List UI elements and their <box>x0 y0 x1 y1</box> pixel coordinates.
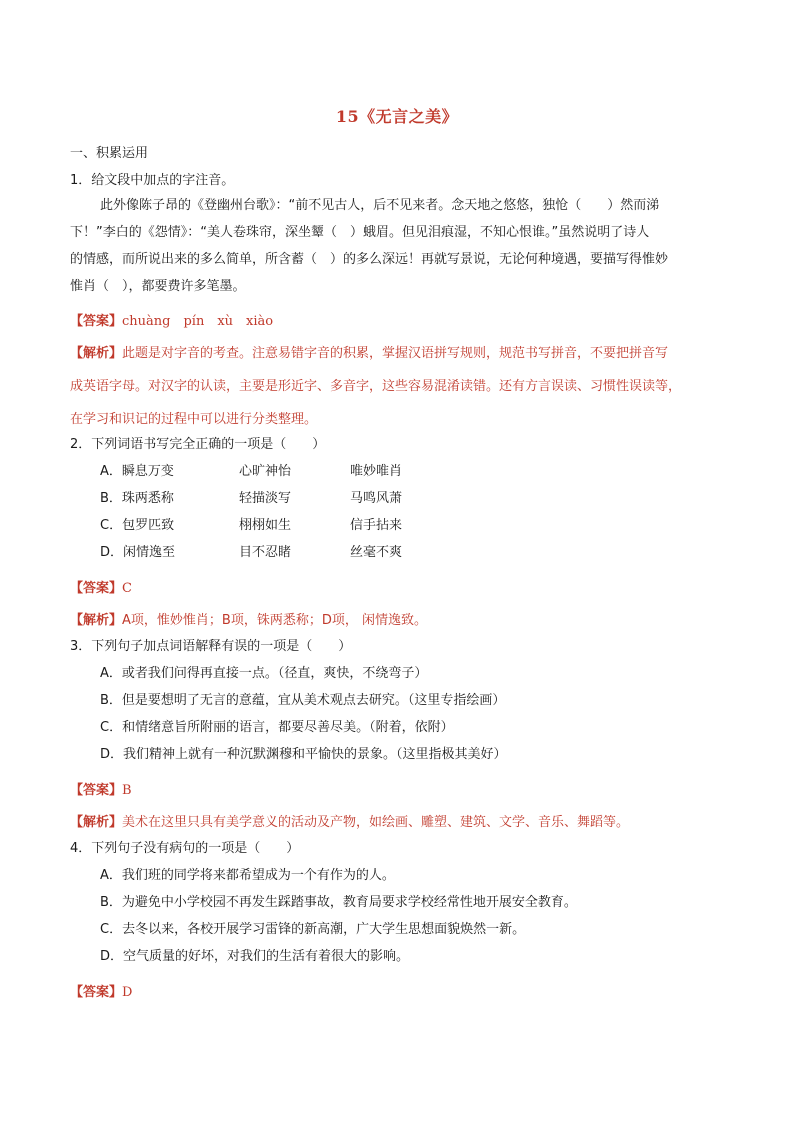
q2-option-a-word3: 唯妙唯肖 <box>350 464 403 479</box>
page-title: 15《无言之美》 <box>335 107 459 126</box>
q2-option-c-word3: 信手拈来 <box>350 518 403 533</box>
q4-option-a: A．我们班的同学将来都希望成为一个有作为的人。 <box>100 868 395 883</box>
q3-option-d: D．我们精神上就有一种沉默渊穆和平愉快的景象。（这里指极其美好） <box>100 747 507 762</box>
q2-option-b-word3: 马鸣风萧 <box>350 491 403 506</box>
analysis-tag: 【解析】 <box>70 346 123 361</box>
q4-stem: 4．下列句子没有病句的一项是（ ） <box>70 841 300 856</box>
q1-stem: 1．给文段中加点的字注音。 <box>70 173 235 188</box>
q1-passage-line: 的情感，而所说出来的多么简单，所含蓄（ ）的多么深远！再就写景说，无论何种境遇，要描写得惟妙 <box>70 252 669 267</box>
answer-text: C <box>122 581 132 596</box>
answer-text: B <box>122 783 132 798</box>
q2-option-a: A．瞬息万变 <box>100 464 174 479</box>
q4-option-c: C．去冬以来，各校开展学习雷锋的新高潮，广大学生思想面貌焕然一新。 <box>100 922 526 937</box>
q3-option-a: A．或者我们问得再直接一点。（径直，爽快，不绕弯子） <box>100 666 428 681</box>
q2-option-c: C．包罗匹致 <box>100 518 175 533</box>
analysis-tag: 【解析】 <box>70 613 123 628</box>
analysis-tag: 【解析】 <box>70 815 123 830</box>
answer-text: D <box>122 985 133 1000</box>
q1-passage-line: 此外像陈子昂的《登幽州台歌》：“前不见古人，后不见来者。念天地之悠悠，独怆（ ）然而涕 <box>100 198 660 213</box>
q3-answer <box>70 782 132 800</box>
q4-option-b: B．为避免中小学校园不再发生踩踏事故，教育局要求学校经常性地开展安全教育。 <box>100 895 577 910</box>
q1-analysis-line: 成英语字母。对汉字的认读，主要是形近字、多音字，这些容易混淆读错。还有方言误读、习惯性误读等， <box>70 379 682 394</box>
answer-tag: 【答案】 <box>70 985 123 1000</box>
q2-option-c-word2: 栩栩如生 <box>239 518 292 533</box>
answer-tag: 【答案】 <box>70 581 123 596</box>
answer-tag: 【答案】 <box>70 314 123 329</box>
q2-analysis <box>70 612 427 630</box>
q2-option-d-word2: 目不忍睹 <box>239 545 292 560</box>
analysis-text: A项，惟妙惟肖；B项，铢两悉称；D项， 闲情逸致。 <box>122 613 427 628</box>
q2-option-b: B．珠两悉称 <box>100 491 174 506</box>
q1-analysis-line: 在学习和识记的过程中可以进行分类整理。 <box>70 412 318 427</box>
answer-tag: 【答案】 <box>70 783 123 798</box>
q1-answer <box>70 313 273 331</box>
q3-stem: 3．下列句子加点词语解释有误的一项是（ ） <box>70 639 352 654</box>
q4-option-d: D．空气质量的好坏，对我们的生活有着很大的影响。 <box>100 949 410 964</box>
analysis-text: 此题是对字音的考查。注意易错字音的积累，掌握汉语拼写规则，规范书写拼音，不要把拼音写 <box>122 346 669 361</box>
q4-answer <box>70 984 132 1002</box>
analysis-text: 美术在这里只具有美学意义的活动及产物，如绘画、雕塑、建筑、文学、音乐、舞蹈等。 <box>122 815 630 830</box>
q2-answer <box>70 580 132 598</box>
q2-stem: 2．下列词语书写完全正确的一项是（ ） <box>70 437 326 452</box>
q1-passage-line: 惟肖（ ），都要费许多笔墨。 <box>70 279 246 294</box>
q1-analysis <box>70 345 668 363</box>
q2-option-d: D．闲情逸至 <box>100 545 176 560</box>
section-heading: 一、积累运用 <box>70 146 149 161</box>
q2-option-b-word2: 轻描淡写 <box>239 491 292 506</box>
answer-text: chuàng pín xù xiào <box>122 314 274 329</box>
q3-option-b: B．但是要想明了无言的意蕴，宜从美术观点去研究。（这里专指绘画） <box>100 693 506 708</box>
q3-option-c: C．和情绪意旨所附丽的语言，都要尽善尽美。（附着，依附） <box>100 720 454 735</box>
q2-option-d-word3: 丝毫不爽 <box>350 545 403 560</box>
q1-passage-line: 下！”李白的《怨情》：“美人卷珠帘，深坐颦（ ）蛾眉。但见泪痕湿，不知心恨谁。”虽然说明了诗人 <box>70 225 650 240</box>
q2-option-a-word2: 心旷神怡 <box>239 464 292 479</box>
q3-analysis <box>70 814 629 832</box>
